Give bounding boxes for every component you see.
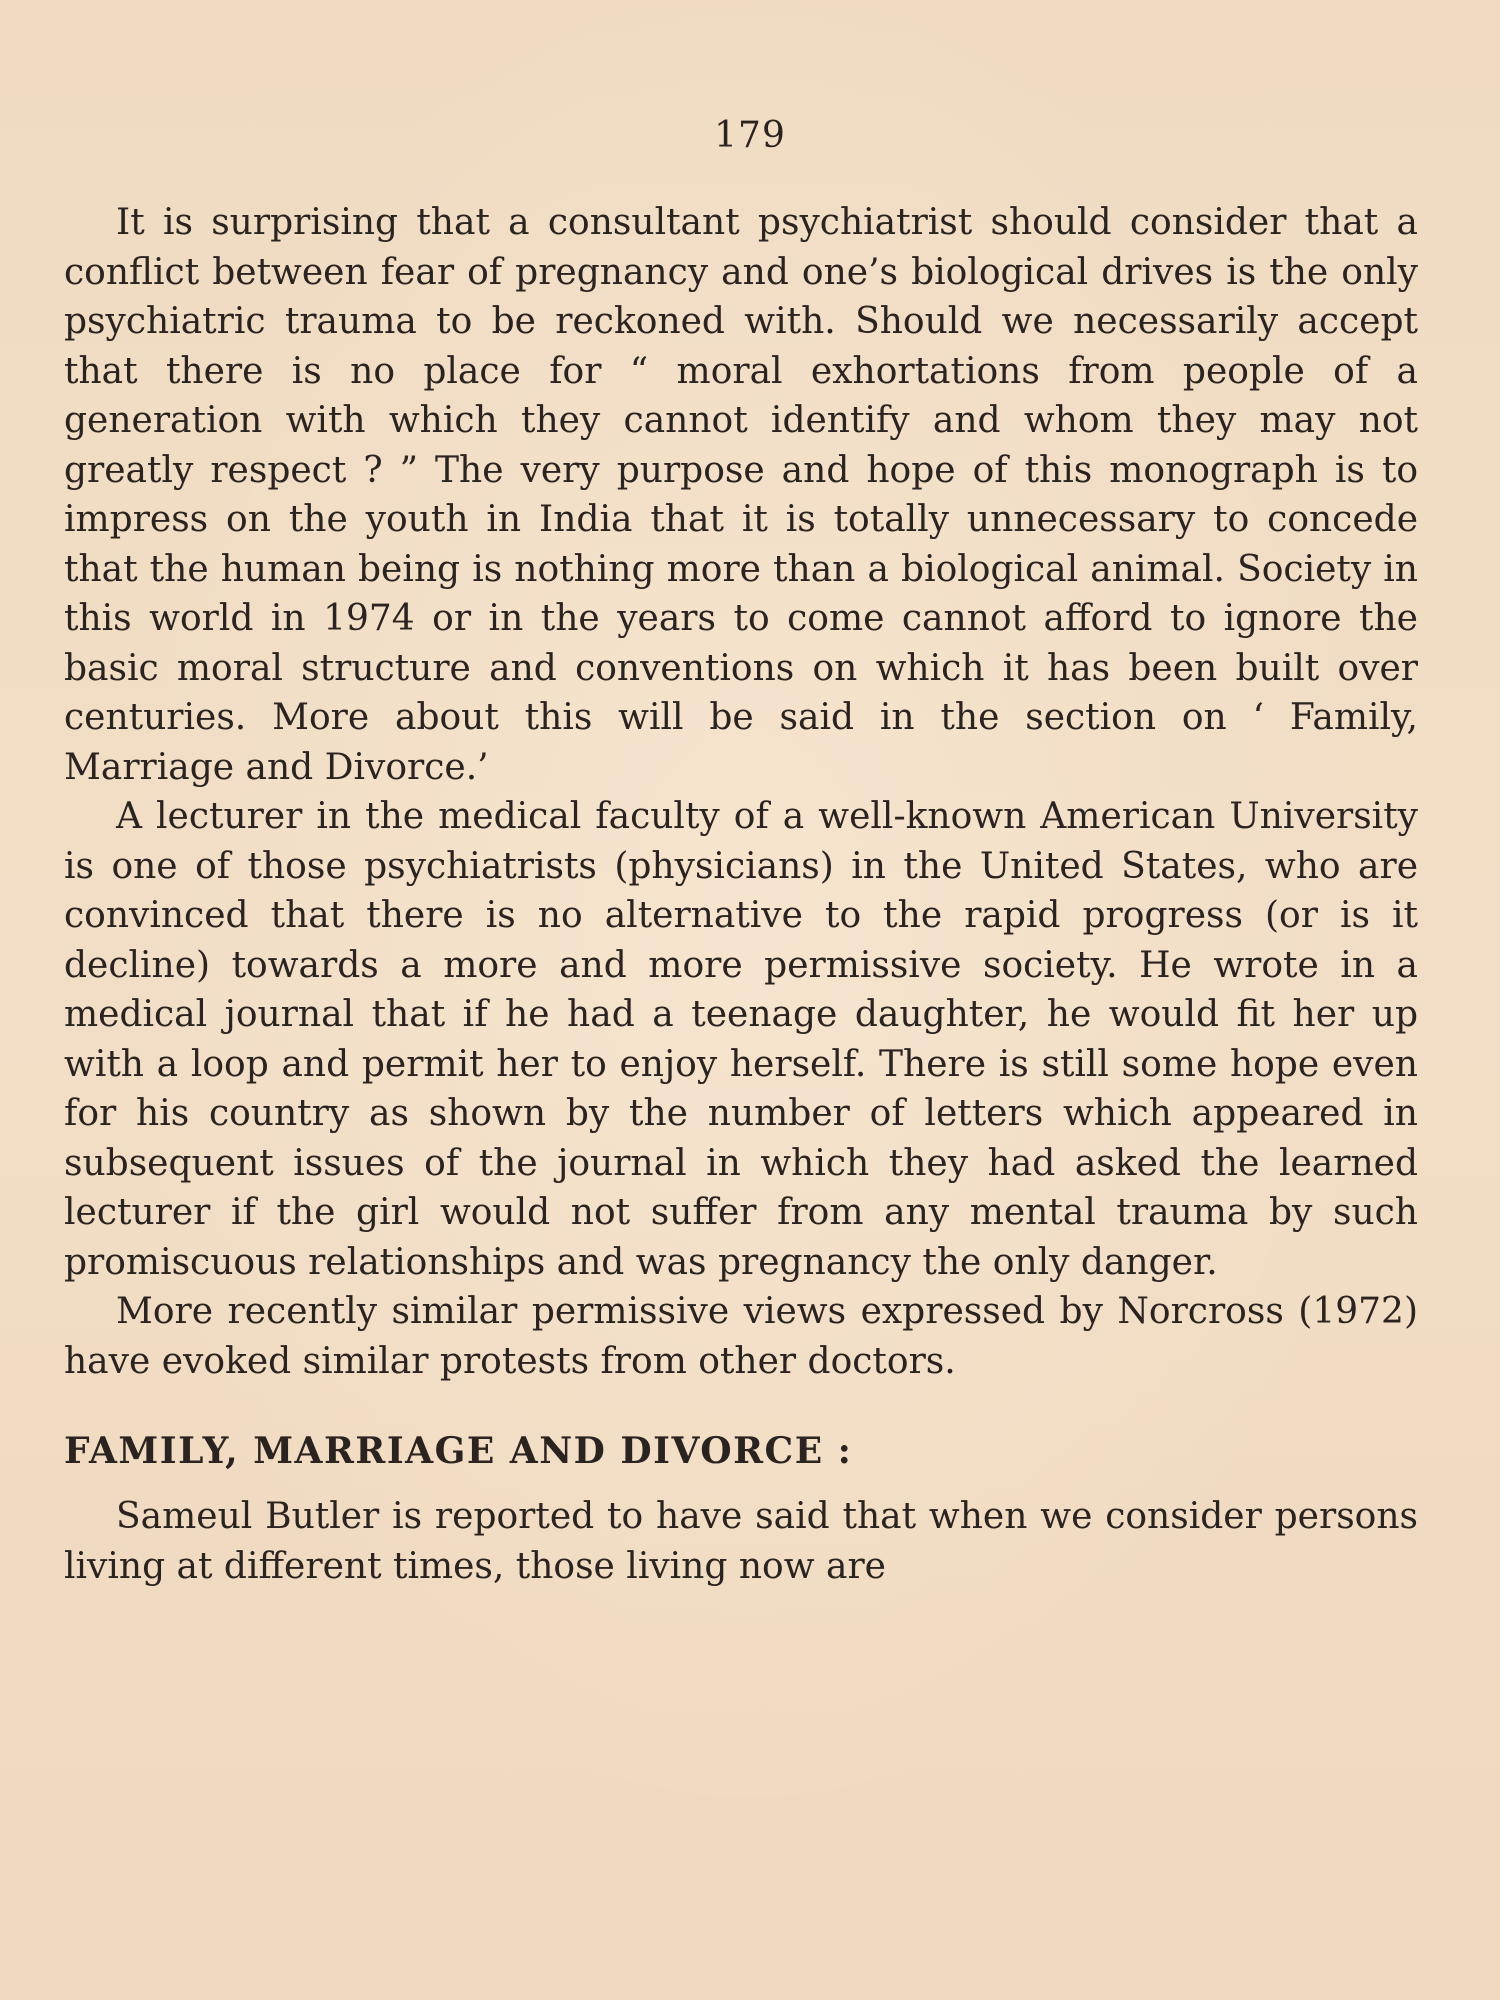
paragraph-samuel-butler: Sameul Butler is reported to have said that when we consider persons living at different times, those living now are	[64, 1496, 1418, 1587]
body-text	[64, 198, 1418, 1591]
paragraph-american-lecturer: A lecturer in the medical faculty of a well-known American University is one of those psychiatrists (physicians) in the United States, who are convinced that there is no alternative to the rapid progress (or is it decline) towards a more and more permissive society. He wrote in a medical journal that if he had a teenage daughter, he would fit her up with a loop and permit her to enjoy herself. There is still some hope even for his country as shown by the number of letters which appeared in subsequent issues of the journal in which they had asked the learned lecturer if the girl would not suffer from any mental trauma by such promiscuous relationships and was pregnancy the only danger.	[64, 796, 1418, 1283]
page-number: 179	[714, 115, 786, 156]
paragraph-norcross: More recently similar permissive views expressed by Norcross (1972) have evoked similar protests from other doctors.	[64, 1291, 1418, 1382]
section-heading: FAMILY, MARRIAGE AND DIVORCE :	[64, 1430, 853, 1472]
paragraph-psychiatrist-conflict: It is surprising that a consultant psychiatrist should consider that a conflict between fear of pregnancy and one’s biological drives is the only psychiatric trauma to be reckoned with. Should we necessarily accept that there is no place for “ moral exhortations from people of a generation with which they cannot identify and whom they may not greatly respect ? ” The very purpose and hope of this monograph is to impress on the youth in India that it is totally unnecessary to concede that the human being is nothing more than a biological animal. Society in this world in 1974 or in the years to come cannot afford to ignore the basic moral structure and conventions on which it has been built over centuries. More about this will be said in the section on ‘ Family, Marriage and Divorce.’	[64, 202, 1418, 788]
